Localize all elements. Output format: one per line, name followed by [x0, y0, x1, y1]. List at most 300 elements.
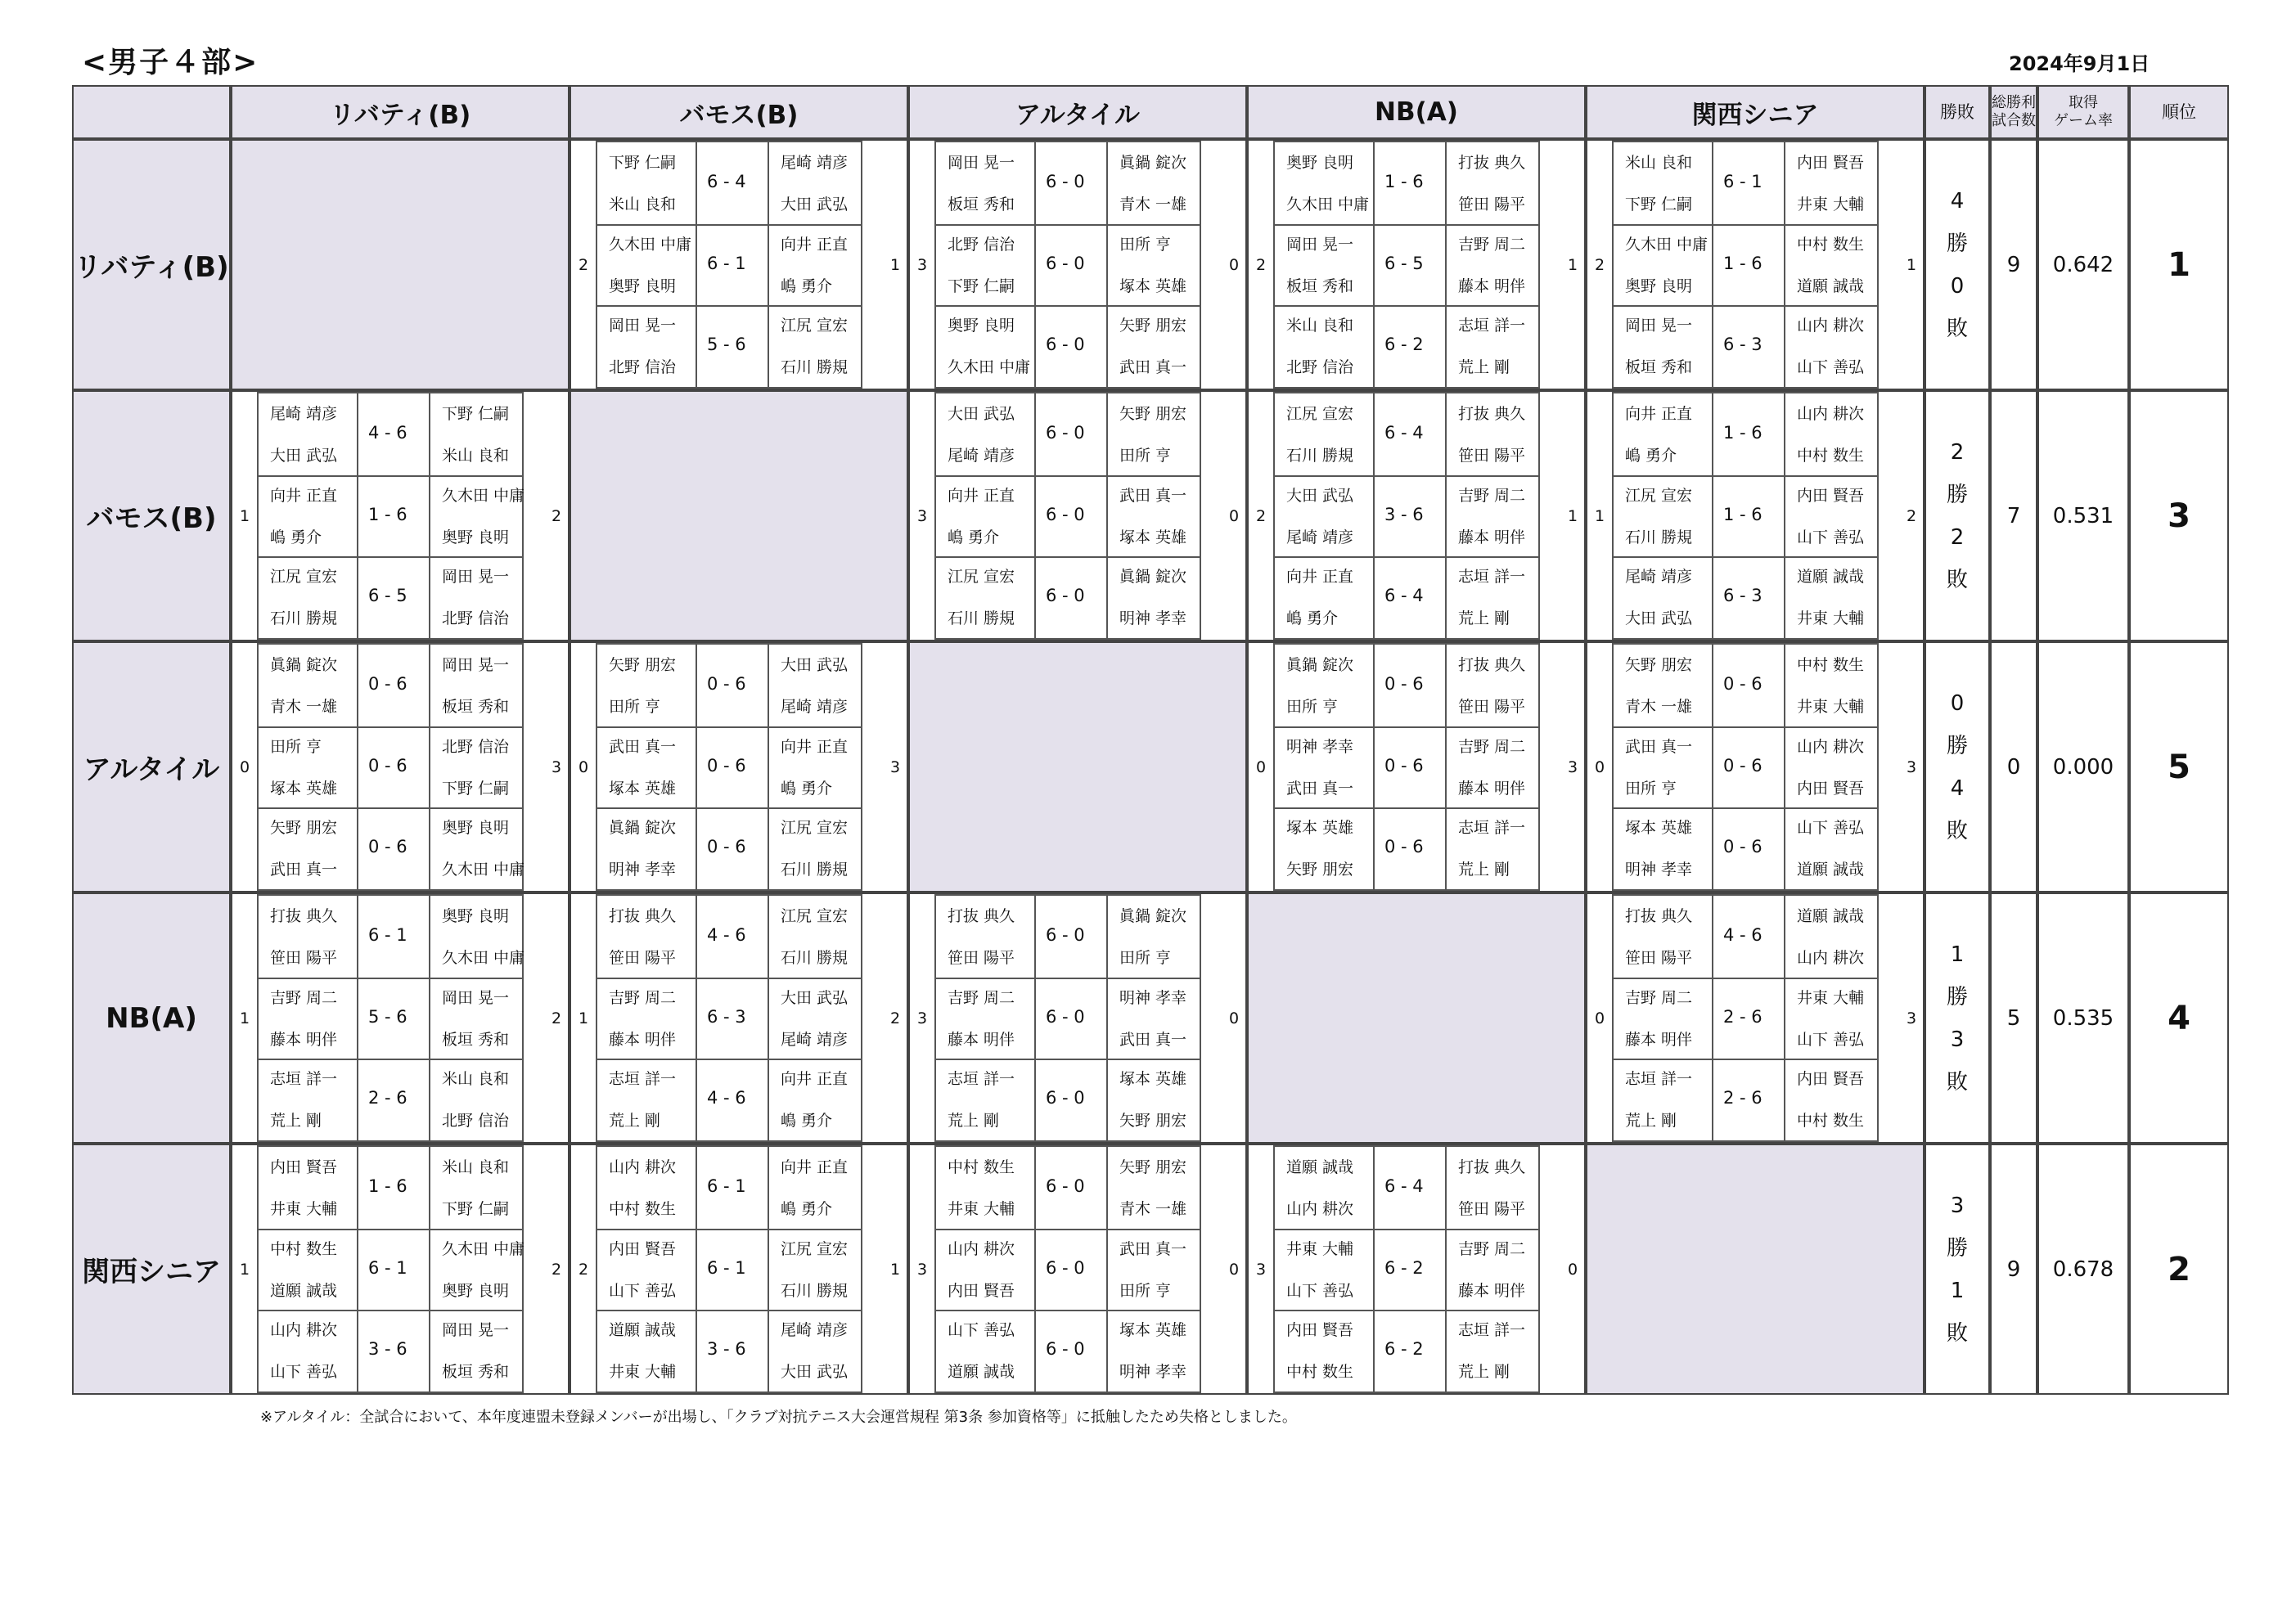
match-block: [231, 892, 569, 1144]
grid-divider: [1034, 896, 1036, 1140]
right-team-total: 1: [1568, 506, 1578, 525]
right-player-name: 奥野 良明: [442, 907, 510, 925]
left-player-name: 向井 正直: [948, 486, 1015, 505]
grid-divider: [768, 645, 769, 889]
right-player-name: 打抜 典久: [1458, 1158, 1526, 1176]
game-score: 0 - 6: [368, 673, 407, 694]
left-player-name: 吉野 周二: [609, 988, 677, 1007]
column-team-header: バモス(B): [569, 85, 908, 139]
left-team-total: 3: [1256, 1260, 1267, 1279]
doubles-games-grid: [934, 141, 1201, 389]
self-match-empty: [908, 641, 1247, 892]
left-player-name: 武田 真一: [609, 737, 677, 756]
left-player-name: 岡田 晃一: [948, 154, 1015, 172]
left-player-name: 向井 正直: [1286, 568, 1354, 587]
left-player-name: 尾崎 靖彦: [1286, 528, 1354, 546]
left-player-name: 久木田 中庸: [609, 235, 692, 254]
right-player-name: 尾崎 靖彦: [781, 698, 849, 716]
left-player-name: 藤本 明伴: [609, 1030, 677, 1049]
left-player-name: 江尻 宣宏: [948, 568, 1015, 587]
right-player-name: 塚本 英雄: [1119, 276, 1187, 295]
game-rate-value: 0.678: [2052, 1257, 2114, 1282]
game-score: 0 - 6: [707, 755, 746, 776]
right-player-name: 山内 耕次: [1797, 317, 1865, 335]
right-team-total: 0: [1229, 255, 1240, 274]
grid-divider: [1106, 896, 1108, 1140]
match-block: [569, 892, 908, 1144]
game-score: 6 - 0: [1046, 504, 1085, 524]
right-team-total: 0: [1568, 1260, 1578, 1279]
grid-divider: [1614, 978, 1877, 979]
right-player-name: 吉野 周二: [1458, 235, 1526, 254]
left-player-name: 井東 大輔: [1286, 1239, 1354, 1258]
game-score: 6 - 0: [1046, 924, 1085, 945]
game-score: 1 - 6: [368, 504, 407, 524]
left-player-name: 奥野 良明: [1286, 154, 1354, 172]
grid-divider: [1034, 142, 1036, 387]
match-block: [1247, 139, 1586, 390]
game-score: 4 - 6: [707, 1088, 746, 1108]
right-player-name: 岡田 晃一: [442, 656, 510, 674]
grid-divider: [429, 896, 430, 1140]
left-player-name: 山内 耕次: [270, 1321, 338, 1340]
right-player-name: 尾崎 靖彦: [781, 154, 849, 172]
left-player-name: 江尻 宣宏: [270, 568, 338, 587]
left-player-name: 山内 耕次: [609, 1158, 677, 1176]
game-score: 1 - 6: [1723, 504, 1763, 524]
right-player-name: 藤本 明伴: [1458, 779, 1526, 798]
match-block: [1586, 390, 1925, 641]
left-player-name: 田所 亨: [609, 698, 661, 716]
left-player-name: 打抜 典久: [948, 907, 1015, 925]
rank-value: 4: [2168, 999, 2190, 1037]
right-player-name: 米山 良和: [442, 1070, 510, 1089]
right-player-name: 米山 良和: [442, 1158, 510, 1176]
right-player-name: 田所 亨: [1119, 1281, 1172, 1300]
doubles-games-grid: [1273, 392, 1540, 640]
grid-divider: [1373, 142, 1375, 387]
left-player-name: 江尻 宣宏: [1286, 405, 1354, 423]
grid-divider: [1275, 726, 1538, 728]
right-player-name: 道願 誠哉: [1797, 907, 1865, 925]
left-player-name: 山下 善弘: [948, 1321, 1015, 1340]
grid-divider: [1614, 305, 1877, 307]
right-player-name: 江尻 宣宏: [781, 317, 849, 335]
grid-divider: [429, 645, 430, 889]
game-score: 6 - 0: [1046, 253, 1085, 273]
right-team-total: 3: [551, 758, 562, 776]
left-player-name: 尾崎 靖彦: [1625, 568, 1693, 587]
left-player-name: 荒上 剛: [1625, 1112, 1677, 1131]
right-player-name: 内田 賢吾: [1797, 779, 1865, 798]
right-player-name: 塚本 英雄: [1119, 1321, 1187, 1340]
grid-divider: [1712, 393, 1713, 638]
left-player-name: 板垣 秀和: [1286, 276, 1354, 295]
right-player-name: 江尻 宣宏: [781, 907, 849, 925]
grid-divider: [1373, 1147, 1375, 1391]
left-player-name: 岡田 晃一: [1625, 317, 1693, 335]
left-player-name: 笹田 陽平: [609, 949, 677, 967]
left-team-total: 3: [917, 506, 928, 525]
right-player-name: 内田 賢吾: [1797, 1070, 1865, 1089]
game-score: 5 - 6: [707, 335, 746, 355]
grid-divider: [259, 726, 522, 728]
game-score: 4 - 6: [1723, 924, 1763, 945]
footnote: ※アルタイル：全試合において、本年度連盟未登録メンバーが出場し、「クラブ対抗テニス大会運営規程 第3条 参加資格等」に抵触したため失格としました。: [260, 1409, 1297, 1426]
game-score: 6 - 0: [1046, 1176, 1085, 1196]
left-player-name: 大田 武弘: [1286, 486, 1354, 505]
right-player-name: 吉野 周二: [1458, 737, 1526, 756]
right-team-total: 3: [1907, 1009, 1917, 1027]
left-player-name: 吉野 周二: [948, 988, 1015, 1007]
right-player-name: 下野 仁嗣: [442, 1200, 510, 1218]
game-score: 1 - 6: [1723, 422, 1763, 443]
left-player-name: 嶋 勇介: [948, 528, 1000, 546]
total-wins-value: 9: [2006, 1257, 2021, 1282]
doubles-games-grid: [1612, 643, 1879, 891]
left-player-name: 明神 孝幸: [609, 861, 677, 879]
record-part: 1: [1950, 1278, 1965, 1303]
right-player-name: 石川 勝規: [781, 861, 849, 879]
right-team-total: 1: [1568, 255, 1578, 274]
row-team-label: リバティ(B): [72, 139, 231, 390]
game-score: 0 - 6: [707, 673, 746, 694]
left-player-name: 下野 仁嗣: [1625, 196, 1693, 214]
total-wins-value: 0: [2006, 754, 2021, 780]
game-score: 6 - 2: [1384, 1339, 1424, 1360]
game-score: 6 - 5: [368, 586, 407, 606]
grid-divider: [1614, 1059, 1877, 1060]
right-player-name: 大田 武弘: [781, 656, 849, 674]
record-part: 4: [1950, 188, 1965, 214]
left-player-name: 向井 正直: [1625, 405, 1693, 423]
right-player-name: 嶋 勇介: [781, 779, 833, 798]
match-block: [908, 1144, 1247, 1395]
game-score: 6 - 5: [1384, 253, 1424, 273]
grid-divider: [1712, 896, 1713, 1140]
right-player-name: 吉野 周二: [1458, 486, 1526, 505]
right-player-name: 明神 孝幸: [1119, 1363, 1187, 1382]
win-loss-record: [1925, 180, 1990, 350]
game-score: 0 - 6: [707, 837, 746, 857]
page-title: <男子４部>: [82, 46, 259, 79]
grid-divider: [768, 1147, 769, 1391]
game-score: 2 - 6: [368, 1088, 407, 1108]
grid-divider: [1034, 393, 1036, 638]
right-player-name: 山内 耕次: [1797, 949, 1865, 967]
left-player-name: 武田 真一: [1625, 737, 1693, 756]
game-rate-header: 取得 ゲーム率: [2037, 85, 2129, 139]
right-player-name: 岡田 晃一: [442, 988, 510, 1007]
record-part: 3: [1950, 1193, 1965, 1218]
match-block: [1247, 641, 1586, 892]
game-score: 6 - 3: [707, 1006, 746, 1027]
doubles-games-grid: [1273, 141, 1540, 389]
total-wins-value: 9: [2006, 252, 2021, 277]
right-player-name: 奥野 良明: [442, 1281, 510, 1300]
grid-divider: [936, 1310, 1200, 1311]
right-player-name: 道願 誠哉: [1797, 861, 1865, 879]
left-player-name: 井東 大輔: [609, 1363, 677, 1382]
left-player-name: 塚本 英雄: [609, 779, 677, 798]
left-player-name: 嶋 勇介: [270, 528, 322, 546]
grid-divider: [1784, 896, 1785, 1140]
grid-divider: [597, 224, 861, 226]
right-player-name: 笹田 陽平: [1458, 447, 1526, 465]
record-part: 敗: [1946, 818, 1968, 843]
left-team-total: 1: [240, 1260, 250, 1279]
right-player-name: 笹田 陽平: [1458, 196, 1526, 214]
grid-divider: [1275, 1229, 1538, 1230]
grid-divider: [1445, 1147, 1447, 1391]
right-player-name: 眞鍋 錠次: [1119, 568, 1187, 587]
event-date: 2024年9月1日: [2009, 52, 2150, 75]
right-player-name: 板垣 秀和: [442, 1363, 510, 1382]
doubles-games-grid: [1612, 894, 1879, 1142]
game-score: 6 - 3: [1723, 586, 1763, 606]
doubles-games-grid: [257, 1145, 524, 1393]
doubles-games-grid: [934, 392, 1201, 640]
right-player-name: 武田 真一: [1119, 1239, 1187, 1258]
left-player-name: 石川 勝規: [1286, 447, 1354, 465]
header-corner: [72, 85, 231, 139]
left-player-name: 荒上 剛: [270, 1112, 322, 1131]
left-player-name: 石川 勝規: [1625, 528, 1693, 546]
right-player-name: 下野 仁嗣: [442, 405, 510, 423]
right-player-name: 向井 正直: [781, 235, 849, 254]
right-player-name: 藤本 明伴: [1458, 528, 1526, 546]
grid-divider: [357, 393, 358, 638]
rank-value: 3: [2168, 497, 2190, 535]
game-score: 6 - 1: [707, 253, 746, 273]
left-team-total: 0: [1256, 758, 1267, 776]
left-team-total: 2: [1595, 255, 1605, 274]
left-team-total: 3: [917, 255, 928, 274]
match-block: [1247, 1144, 1586, 1395]
left-player-name: 米山 良和: [1625, 154, 1693, 172]
right-player-name: 藤本 明伴: [1458, 1281, 1526, 1300]
left-player-name: 久木田 中庸: [1286, 196, 1370, 214]
right-player-name: 向井 正直: [781, 1158, 849, 1176]
game-score: 6 - 0: [1046, 1257, 1085, 1278]
win-loss-record: [1925, 933, 1990, 1104]
left-team-total: 2: [579, 255, 589, 274]
grid-divider: [1275, 1310, 1538, 1311]
game-score: 0 - 6: [368, 755, 407, 776]
right-team-total: 2: [551, 1260, 562, 1279]
right-player-name: 志垣 詳一: [1458, 568, 1526, 587]
right-player-name: 中村 数生: [1797, 1112, 1865, 1131]
left-player-name: 志垣 詳一: [948, 1070, 1015, 1089]
match-block: [569, 139, 908, 390]
left-player-name: 眞鍋 錠次: [609, 819, 677, 838]
game-rate-value: 0.535: [2052, 1005, 2114, 1031]
rank-value: 1: [2168, 245, 2190, 284]
left-player-name: 志垣 詳一: [609, 1070, 677, 1089]
left-player-name: 尾崎 靖彦: [948, 447, 1015, 465]
left-player-name: 内田 賢吾: [1286, 1321, 1354, 1340]
left-player-name: 田所 亨: [1625, 779, 1677, 798]
record-part: 1: [1950, 942, 1965, 967]
grid-divider: [259, 807, 522, 809]
left-player-name: 吉野 周二: [1625, 988, 1693, 1007]
left-player-name: 青木 一雄: [1625, 698, 1693, 716]
win-loss-record: [1925, 1185, 1990, 1355]
row-team-label: バモス(B): [72, 390, 231, 641]
doubles-games-grid: [257, 392, 524, 640]
right-player-name: 明神 孝幸: [1119, 988, 1187, 1007]
right-player-name: 道願 誠哉: [1797, 568, 1865, 587]
left-player-name: 向井 正直: [270, 486, 338, 505]
left-player-name: 武田 真一: [1286, 779, 1354, 798]
record-part: 勝: [1946, 231, 1968, 256]
column-team-header: リバティ(B): [231, 85, 569, 139]
grid-divider: [696, 645, 697, 889]
game-score: 3 - 6: [1384, 504, 1424, 524]
left-player-name: 道願 誠哉: [609, 1321, 677, 1340]
game-score: 4 - 6: [707, 924, 746, 945]
left-player-name: 矢野 朋宏: [270, 819, 338, 838]
column-team-header: 関西シニア: [1586, 85, 1925, 139]
right-player-name: 山内 耕次: [1797, 405, 1865, 423]
left-team-total: 1: [1595, 506, 1605, 525]
left-player-name: 田所 亨: [270, 737, 322, 756]
grid-divider: [597, 1059, 861, 1060]
left-player-name: 塚本 英雄: [270, 779, 338, 798]
grid-divider: [1614, 726, 1877, 728]
left-player-name: 山下 善弘: [1286, 1281, 1354, 1300]
game-score: 3 - 6: [707, 1339, 746, 1360]
record-part: 敗: [1946, 567, 1968, 592]
right-player-name: 奥野 良明: [442, 819, 510, 838]
grid-divider: [936, 978, 1200, 979]
right-player-name: 打抜 典久: [1458, 405, 1526, 423]
left-team-total: 3: [917, 1260, 928, 1279]
left-team-total: 1: [240, 1009, 250, 1027]
win-loss-record: [1925, 682, 1990, 852]
grid-divider: [1712, 645, 1713, 889]
right-player-name: 打抜 典久: [1458, 154, 1526, 172]
match-block: [231, 390, 569, 641]
game-rate-value: 0.531: [2052, 503, 2114, 528]
right-player-name: 米山 良和: [442, 447, 510, 465]
left-player-name: 矢野 朋宏: [609, 656, 677, 674]
grid-divider: [357, 1147, 358, 1391]
row-team-label: NB(A): [72, 892, 231, 1144]
doubles-games-grid: [257, 894, 524, 1142]
right-player-name: 向井 正直: [781, 737, 849, 756]
right-player-name: 明神 孝幸: [1119, 609, 1187, 628]
record-part: 勝: [1946, 733, 1968, 758]
grid-divider: [259, 475, 522, 477]
grid-divider: [259, 1310, 522, 1311]
grid-divider: [1784, 645, 1785, 889]
right-player-name: 田所 亨: [1119, 949, 1172, 967]
self-match-empty: [231, 139, 569, 390]
record-part: 3: [1950, 1027, 1965, 1052]
game-score: 6 - 0: [1046, 335, 1085, 355]
right-player-name: 志垣 詳一: [1458, 1321, 1526, 1340]
right-player-name: 北野 信治: [442, 1112, 510, 1131]
game-rate-value: 0.000: [2052, 754, 2114, 780]
match-block: [908, 892, 1247, 1144]
grid-divider: [1614, 556, 1877, 558]
record-part: 勝: [1946, 984, 1968, 1009]
right-player-name: 山下 善弘: [1797, 528, 1865, 546]
grid-divider: [597, 807, 861, 809]
left-player-name: 山下 善弘: [609, 1281, 677, 1300]
column-team-header: NB(A): [1247, 85, 1586, 139]
right-player-name: 山下 善弘: [1797, 358, 1865, 377]
left-player-name: 塚本 英雄: [1625, 819, 1693, 838]
grid-divider: [1106, 1147, 1108, 1391]
right-player-name: 井東 大輔: [1797, 196, 1865, 214]
left-player-name: 志垣 詳一: [270, 1070, 338, 1089]
grid-divider: [1106, 142, 1108, 387]
game-score: 6 - 4: [1384, 1176, 1424, 1196]
left-team-total: 2: [579, 1260, 589, 1279]
record-part: 敗: [1946, 316, 1968, 341]
left-player-name: 岡田 晃一: [609, 317, 677, 335]
right-player-name: 久木田 中庸: [442, 861, 525, 879]
right-player-name: 井東 大輔: [1797, 988, 1865, 1007]
grid-divider: [259, 1059, 522, 1060]
game-score: 0 - 6: [1384, 673, 1424, 694]
left-player-name: 藤本 明伴: [1625, 1030, 1693, 1049]
left-player-name: 北野 信治: [1286, 358, 1354, 377]
left-team-total: 0: [240, 758, 250, 776]
left-player-name: 大田 武弘: [948, 405, 1015, 423]
doubles-games-grid: [1612, 392, 1879, 640]
right-player-name: 江尻 宣宏: [781, 819, 849, 838]
right-player-name: 大田 武弘: [781, 1363, 849, 1382]
game-score: 1 - 6: [368, 1176, 407, 1196]
left-player-name: 田所 亨: [1286, 698, 1339, 716]
grid-divider: [597, 305, 861, 307]
match-block: [1247, 390, 1586, 641]
game-score: 5 - 6: [368, 1006, 407, 1027]
left-player-name: 道願 誠哉: [270, 1281, 338, 1300]
right-player-name: 大田 武弘: [781, 988, 849, 1007]
grid-divider: [1034, 1147, 1036, 1391]
game-score: 0 - 6: [1384, 755, 1424, 776]
left-player-name: 笹田 陽平: [270, 949, 338, 967]
rank-header: 順位: [2129, 85, 2229, 139]
right-player-name: 内田 賢吾: [1797, 486, 1865, 505]
right-player-name: 岡田 晃一: [442, 568, 510, 587]
left-player-name: 尾崎 靖彦: [270, 405, 338, 423]
game-score: 0 - 6: [1723, 837, 1763, 857]
rank-value: 2: [2168, 1250, 2190, 1288]
grid-divider: [1275, 807, 1538, 809]
grid-divider: [936, 224, 1200, 226]
game-score: 6 - 0: [1046, 1339, 1085, 1360]
grid-divider: [936, 556, 1200, 558]
right-player-name: 荒上 剛: [1458, 609, 1510, 628]
left-player-name: 大田 武弘: [270, 447, 338, 465]
game-score: 6 - 4: [1384, 586, 1424, 606]
right-player-name: 嶋 勇介: [781, 276, 833, 295]
right-team-total: 3: [890, 758, 901, 776]
record-part: 0: [1950, 273, 1965, 299]
right-player-name: 志垣 詳一: [1458, 819, 1526, 838]
grid-divider: [597, 1229, 861, 1230]
left-player-name: 道願 誠哉: [1286, 1158, 1354, 1176]
doubles-games-grid: [596, 1145, 862, 1393]
match-block: [908, 390, 1247, 641]
game-score: 6 - 4: [707, 171, 746, 191]
left-player-name: 明神 孝幸: [1286, 737, 1354, 756]
